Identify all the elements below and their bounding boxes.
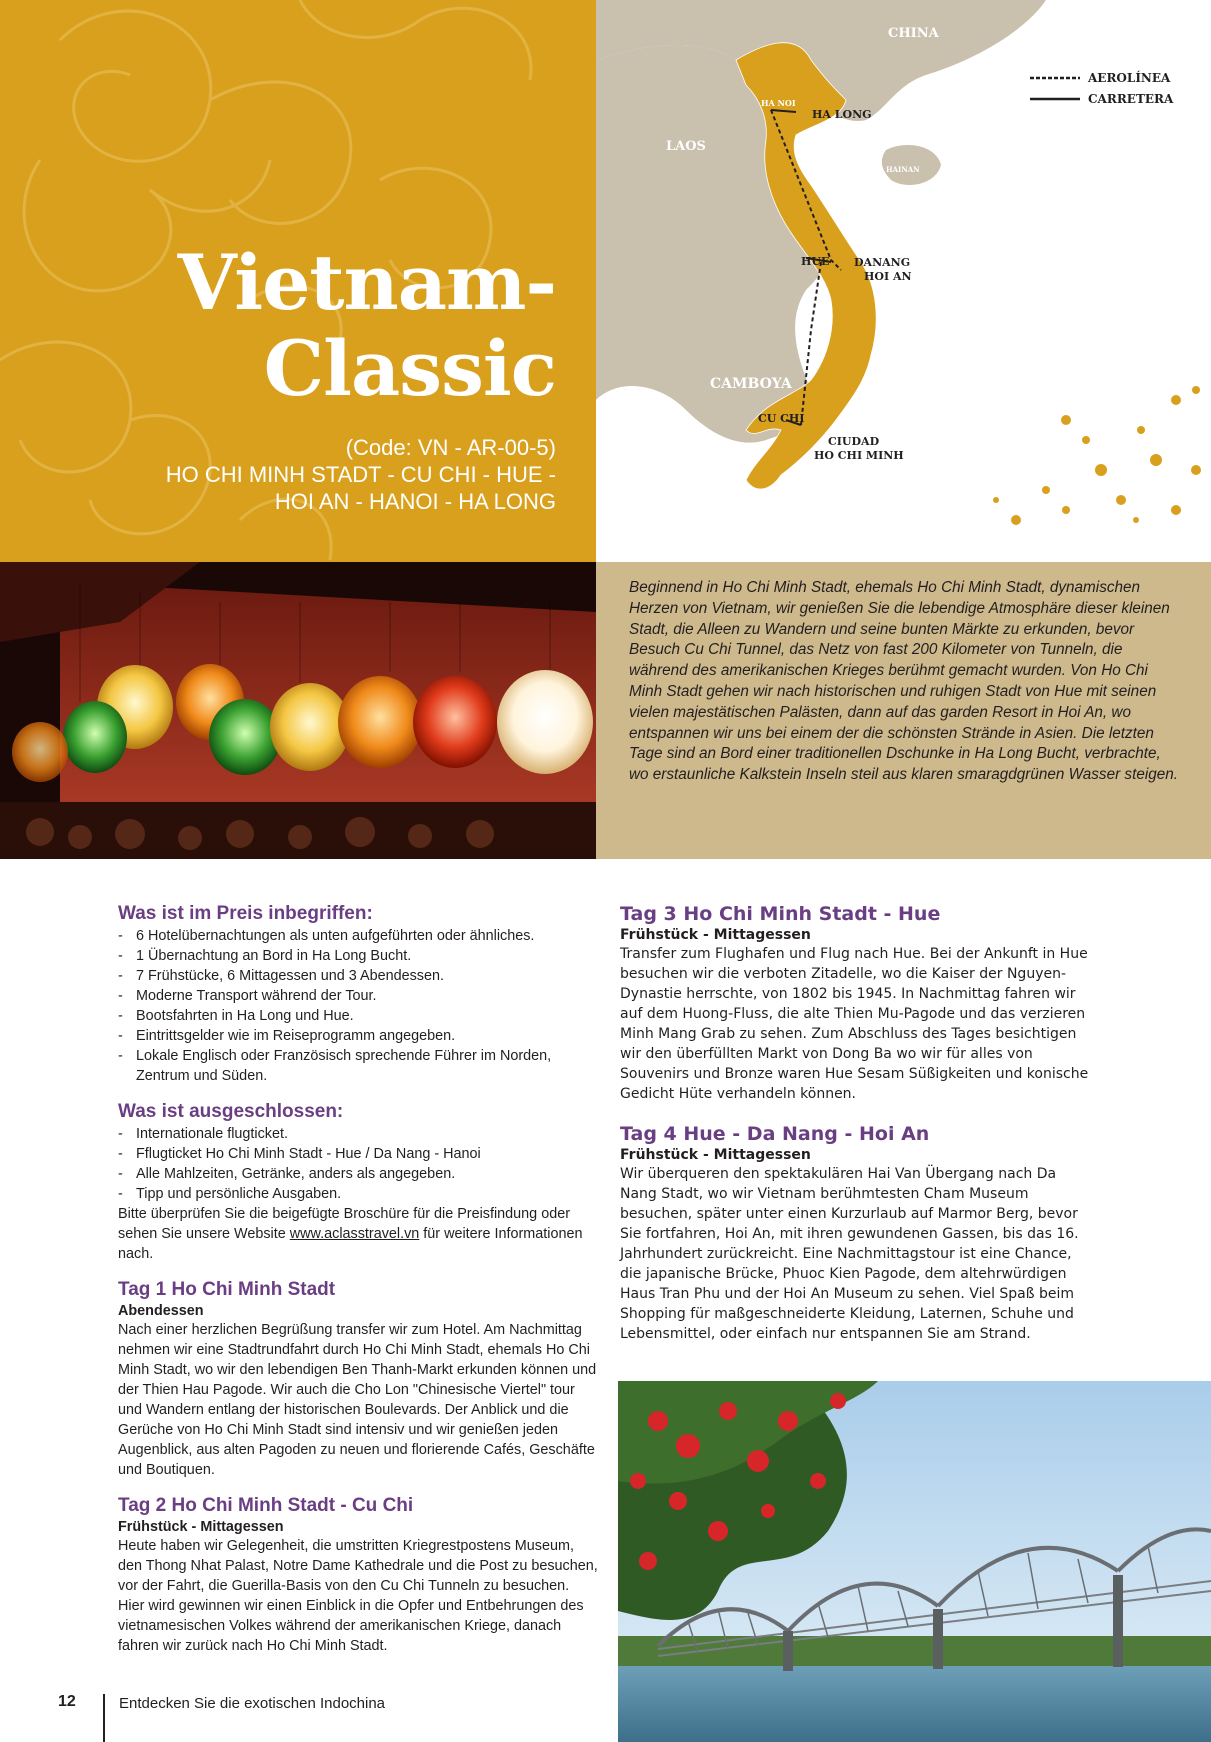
- hero-banner: [0, 0, 596, 562]
- list-item: - Fflugticket Ho Chi Minh Stadt - Hue / Da Nang - Hanoi: [118, 1144, 598, 1164]
- day-3-text: Transfer zum Flughafen und Flug nach Hue. Bei der Ankunft in Hue besuchen wir die verboten Zitadelle, wo die Kaiser der Nguyen-Dynastie herrschte, von 1802 bis 1945. In Nachmittag fahren wir auf dem Huong-Fluss, die alte Thien Mu-Pagode und das verzieren Minh Mang Grab zu sehen. Zum Abschluss des Tages besichtigen wir den überfüllten Markt von Dong Ba wo wir für alles von Souvenirs und Bronze waren Hue Sesam Süßigkeiten und konische Gedicht Hüte verhandeln können.: [620, 946, 1089, 1102]
- map-label-danang: DANANG: [854, 256, 911, 269]
- page-number: 12: [58, 1693, 76, 1710]
- list-item: - Alle Mahlzeiten, Getränke, anders als angegeben.: [118, 1164, 598, 1184]
- list-item: - Internationale flugticket.: [118, 1124, 598, 1144]
- day-3-title: Tag 3 Ho Chi Minh Stadt - Hue: [620, 903, 941, 925]
- right-column: [620, 902, 1095, 1344]
- legend-air-label: AEROLÍNEA: [1088, 71, 1171, 85]
- map-label-hanoi: HA NOI: [761, 98, 796, 108]
- website-link[interactable]: www.aclasstravel.vn: [289, 1226, 420, 1242]
- tour-code: (Code: VN - AR-00-5): [345, 435, 556, 460]
- day-4-text: Wir überqueren den spektakulären Hai Van Übergang nach Da Nang Stadt, wo wir Vietnam berühmtesten Cham Museum besuchen, später unter einen Kurzurlaub auf Marmor Berg, bevor Sie fortfahren, Hoi An, mit ihren gewundenen Gassen, bis das 16. Jahrhundert zurückreicht. Eine Nachmittagstour ist eine Chance, die japanische Brücke, Phuoc Kien Pagode, dem altehrwürdigen Haus Tran Phu und der Hoi An Museum zu sehen. Viel Spaß beim Shopping für maßgeschneiderte Kleidung, Laternen, Schuhe und Lebensmittel, oder einfach nur entspannen Sie am Strand.: [620, 1166, 1079, 1342]
- map-label-hcm-1: CIUDAD: [828, 435, 880, 448]
- price-note: [118, 1204, 598, 1264]
- list-item: - Lokale Englisch oder Französisch sprechende Führer im Norden, Zentrum und Süden.: [118, 1046, 598, 1086]
- footer-divider: [103, 1694, 105, 1742]
- price-note-after: für weitere Informationen nach.: [118, 1226, 583, 1262]
- legend-road-label: CARRETERA: [1088, 92, 1174, 106]
- price-note-before: Bitte überprüfen Sie die beigefügte Broschüre für die Preisfindung oder sehen Sie unsere Website: [118, 1206, 570, 1242]
- tour-code-block: [166, 434, 556, 515]
- list-item: - Tipp und persönliche Ausgaben.: [118, 1184, 598, 1204]
- list-item: - Bootsfahrten in Ha Long und Hue.: [118, 1006, 598, 1026]
- map-label-cuchi: CU CHI: [758, 412, 805, 425]
- bridge-illustration: [618, 1381, 1211, 1742]
- map-label-halong: HA LONG: [812, 108, 872, 121]
- map-label-cambodia: CAMBOYA: [710, 376, 792, 392]
- list-item: - Eintrittsgelder wie im Reiseprogramm angegeben.: [118, 1026, 598, 1046]
- left-column: [118, 902, 598, 1656]
- day-4-meals: Frühstück - Mittagessen: [620, 1147, 811, 1163]
- list-item: - 7 Frühstücke, 6 Mittagessen und 3 Abendessen.: [118, 966, 598, 986]
- page-title: [178, 240, 556, 412]
- included-list: [118, 926, 598, 1086]
- bridge-photo: [618, 1381, 1211, 1742]
- map-label-hue: HUE: [801, 255, 830, 268]
- day-3-meals: Frühstück - Mittagessen: [620, 927, 811, 943]
- day-1-title: Tag 1 Ho Chi Minh Stadt: [118, 1279, 336, 1300]
- day-2-title: Tag 2 Ho Chi Minh Stadt - Cu Chi: [118, 1495, 414, 1516]
- route-map: [596, 0, 1211, 562]
- title-line-1: Vietnam-: [177, 238, 556, 327]
- footer-text: Entdecken Sie die exotischen Indochina: [119, 1695, 386, 1712]
- included-heading: Was ist im Preis inbegriffen:: [118, 903, 373, 924]
- day-1-text: Nach einer herzlichen Begrüßung transfer wir zum Hotel. Am Nachmittag nehmen wir eine Stadtrundfahrt durch Ho Chi Minh Stadt, ehemals Ho Chi Minh Stadt, wo wir den lebendigen Ben Thanh-Markt erkunden können und der Thien Hau Pagode. Wir auch die Cho Lon "Chinesische Viertel" tour und Wandern entlang der historischen Boulevards. Der Anblick und die Gerüche von Ho Chi Minh Stadt sind intensiv und wir genießen jeden Augenblick, aus alten Pagoden zu neuen und florierende Cafés, Geschäfte und Boutiquen.: [118, 1322, 597, 1478]
- route-line-2: HOI AN - HANOI - HA LONG: [274, 489, 556, 514]
- list-item: - 6 Hotelübernachtungen als unten aufgeführten oder ähnliches.: [118, 926, 598, 946]
- list-item: - 1 Übernachtung an Bord in Ha Long Bucht.: [118, 946, 598, 966]
- intro-box: [596, 562, 1211, 859]
- lantern-photo: [0, 562, 596, 859]
- excluded-list: [118, 1124, 598, 1204]
- map-label-hoian: HOI AN: [864, 270, 912, 283]
- lantern-illustration: [0, 562, 596, 859]
- excluded-heading: Was ist ausgeschlossen:: [118, 1101, 344, 1122]
- day-2-text: Heute haben wir Gelegenheit, die umstritten Kriegrestpostens Museum, den Thong Nhat Palast, Notre Dame Kathedrale und die Post zu besuchen, vor der Fahrt, die Guerilla-Basis von den Cu Chi Tunneln zu besuchen. Hier wird gewinnen wir einen Einblick in die Opfer und Entbehrungen des vietnamesischen Volkes während der amerikanischen Kriege, danach fahren wir zurück nach Ho Chi Minh Stadt.: [118, 1538, 598, 1654]
- day-1-meals: Abendessen: [118, 1303, 204, 1319]
- map-label-hainan: HAINAN: [886, 165, 920, 174]
- map-label-hcm-2: HO CHI MINH: [814, 449, 904, 462]
- map-label-laos: LAOS: [666, 139, 706, 154]
- intro-text: Beginnend in Ho Chi Minh Stadt, ehemals Ho Chi Minh Stadt, dynamischen Herzen von Vietnam, wir genießen Sie die lebendige Atmosphäre dieser kleinen Stadt, die Alleen zu Wandern und seine bunten Märkte zu erkunden, bevor Besuch Cu Chi Tunnel, das Netz von fast 200 Kilometer von Tunneln, die während des amerikanischen Krieges berühmt gemacht wurden. Von Ho Chi Minh Stadt gehen wir nach historischen und ruhigen Stadt von Hue mit seinen vielen majestätischen Palästen, dann auf das garden Resort in Hoi An, wo entspannen wir uns bei einem der die schönsten Strände in Asien. Die letzten Tage sind an Bord einer traditionellen Dschunke in Ha Long Bucht, verbrachte, wo erstaunliche Kalkstein Inseln steil aus klaren smaragdgrünen Wasser steigen.: [629, 579, 1178, 784]
- day-4-title: Tag 4 Hue - Da Nang - Hoi An: [620, 1123, 930, 1145]
- map-graphic: [596, 0, 1211, 562]
- list-item: - Moderne Transport während der Tour.: [118, 986, 598, 1006]
- route-line-1: HO CHI MINH STADT - CU CHI - HUE -: [165, 462, 556, 487]
- map-label-china: CHINA: [888, 26, 939, 41]
- title-line-2: Classic: [263, 324, 556, 413]
- day-2-meals: Frühstück - Mittagessen: [118, 1519, 284, 1535]
